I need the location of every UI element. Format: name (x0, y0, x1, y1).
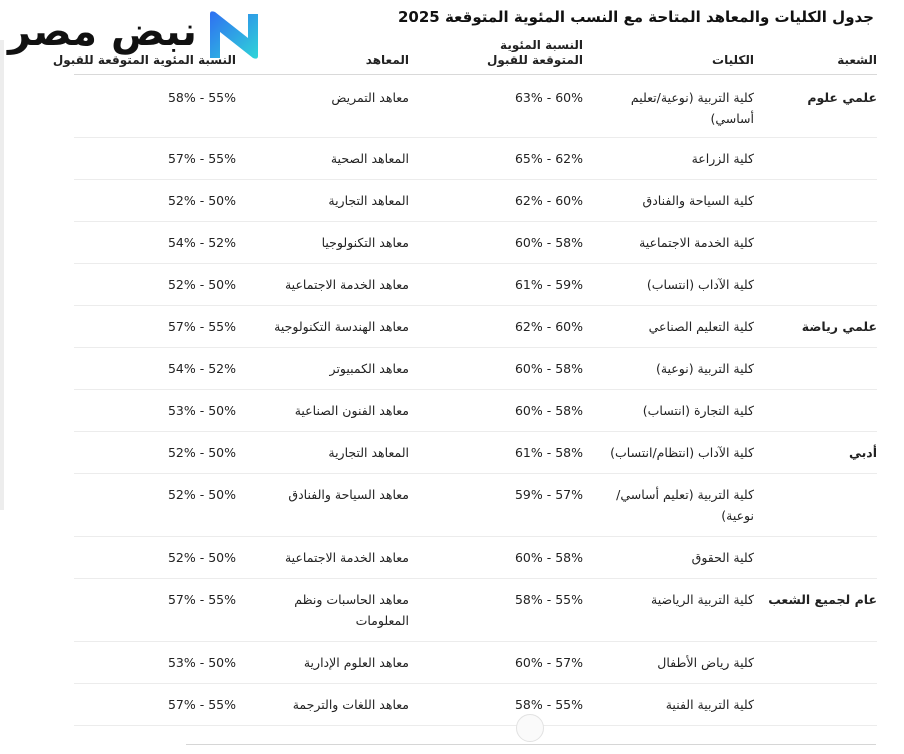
page-scroll-edge (0, 40, 4, 510)
table-row (74, 390, 877, 432)
table-row (74, 138, 877, 180)
cell-institute: معاهد العلوم الإدارية (303, 655, 409, 670)
cell-institute: معاهد الخدمة الاجتماعية (284, 277, 409, 292)
cell-college-percentage: 58% - 60% (514, 361, 583, 376)
header-college-percentage: النسبة المئوية المتوقعة للقبول (486, 38, 583, 67)
cell-division: أدبي (848, 445, 877, 460)
cell-college: كلية التربية (نوعية/تعليم أساسي) (630, 90, 754, 126)
cell-college-percentage: 55% - 58% (514, 592, 583, 607)
cell-college-percentage: 60% - 63% (514, 90, 583, 105)
cell-institute: معاهد الحاسبات ونظم المعلومات (294, 592, 409, 628)
cell-institute: المعاهد الصحية (330, 151, 409, 166)
cell-college: كلية الخدمة الاجتماعية (639, 235, 754, 250)
cell-institute: معاهد اللغات والترجمة (292, 697, 409, 712)
cell-institute-percentage: 50% - 53% (167, 655, 236, 670)
table-row (74, 684, 877, 726)
cell-college-percentage: 55% - 58% (514, 697, 583, 712)
page-title: جدول الكليات والمعاهد المتاحة مع النسب المئوية المتوقعة 2025 (397, 8, 874, 26)
cell-college: كلية التجارة (انتساب) (642, 403, 754, 418)
cell-college-percentage: 58% - 60% (514, 403, 583, 418)
cell-division: علمي علوم (807, 90, 877, 105)
loading-spinner-icon (516, 714, 544, 742)
cell-institute: معاهد الخدمة الاجتماعية (284, 550, 409, 565)
logo-wordmark: نبض مصر (8, 9, 197, 55)
cell-institute: معاهد التكنولوجيا (321, 235, 409, 250)
cell-college-percentage: 57% - 59% (514, 487, 583, 502)
cell-institute: معاهد التمريض (331, 90, 409, 105)
table-body (74, 75, 877, 726)
cell-institute-percentage: 55% - 57% (167, 319, 236, 334)
cell-institute-percentage: 55% - 57% (167, 151, 236, 166)
header-institute: المعاهد (365, 53, 409, 67)
cell-institute-percentage: 55% - 57% (167, 592, 236, 607)
cell-institute-percentage: 50% - 52% (167, 487, 236, 502)
cell-college-percentage: 62% - 65% (514, 151, 583, 166)
table-row (74, 180, 877, 222)
cell-college: كلية التعليم الصناعي (648, 319, 754, 334)
cell-college: كلية الآداب (انتظام/انتساب) (610, 445, 754, 460)
table-row (74, 75, 877, 138)
cell-college-percentage: 60% - 62% (514, 193, 583, 208)
cell-institute-percentage: 52% - 54% (167, 361, 236, 376)
table-row (74, 306, 877, 348)
header-college: الكليات (712, 53, 754, 67)
cell-institute-percentage: 52% - 54% (167, 235, 236, 250)
cell-division: عام لجميع الشعب (768, 592, 877, 607)
cell-institute-percentage: 55% - 58% (167, 90, 236, 105)
cell-college: كلية رياض الأطفال (657, 655, 754, 670)
cell-institute-percentage: 50% - 52% (167, 445, 236, 460)
cell-institute: معاهد السياحة والفنادق (288, 487, 409, 502)
divider (186, 744, 876, 745)
cell-college: كلية الآداب (انتساب) (646, 277, 754, 292)
header-institute-percentage: النسبة المئوية المتوقعة للقبول (52, 53, 236, 67)
cell-college-percentage: 57% - 60% (514, 655, 583, 670)
table-row (74, 348, 877, 390)
cell-college: كلية الزراعة (691, 151, 754, 166)
cell-institute: معاهد الهندسة التكنولوجية (274, 319, 409, 334)
table-row (74, 642, 877, 684)
table-row (74, 432, 877, 474)
table-row (74, 474, 877, 537)
table-header-row (52, 36, 877, 75)
table-row (74, 579, 877, 642)
cell-institute-percentage: 50% - 52% (167, 277, 236, 292)
cell-institute: المعاهد التجارية (328, 193, 409, 208)
table-row (74, 537, 877, 579)
table-row (74, 222, 877, 264)
cell-college-percentage: 58% - 61% (514, 445, 583, 460)
cell-college-percentage: 58% - 60% (514, 550, 583, 565)
cell-college: كلية التربية الرياضية (651, 592, 754, 607)
cell-college-percentage: 58% - 60% (514, 235, 583, 250)
cell-college: كلية الحقوق (691, 550, 754, 565)
colleges-table (52, 36, 877, 726)
cell-division: علمي رياضة (801, 319, 877, 334)
cell-college-percentage: 60% - 62% (514, 319, 583, 334)
cell-college: كلية التربية (تعليم أساسي/ نوعية) (616, 487, 754, 523)
table-row (74, 264, 877, 306)
cell-institute: معاهد الكمبيوتر (329, 361, 409, 376)
cell-institute-percentage: 50% - 52% (167, 193, 236, 208)
cell-institute-percentage: 50% - 52% (167, 550, 236, 565)
cell-college: كلية التربية (نوعية) (655, 361, 754, 376)
header-division: الشعبة (837, 53, 877, 67)
cell-institute-percentage: 55% - 57% (167, 697, 236, 712)
cell-college-percentage: 59% - 61% (514, 277, 583, 292)
cell-institute: المعاهد التجارية (328, 445, 409, 460)
cell-institute: معاهد الفنون الصناعية (294, 403, 409, 418)
cell-institute-percentage: 50% - 53% (167, 403, 236, 418)
cell-college: كلية السياحة والفنادق (642, 193, 754, 208)
cell-college: كلية التربية الفنية (665, 697, 754, 712)
